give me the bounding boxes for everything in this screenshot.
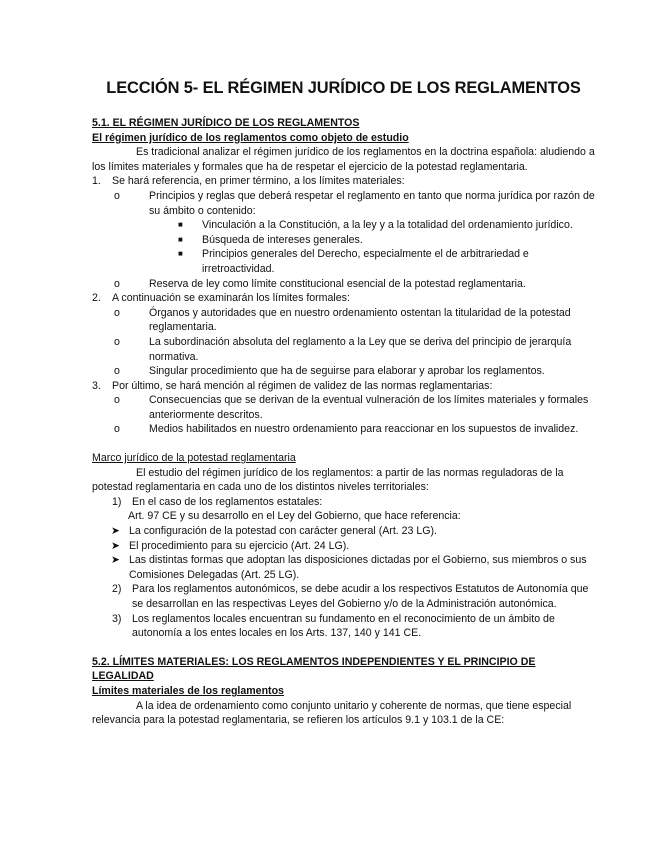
arrow-item-text: Las distintas formas que adoptan las disposiciones dictadas por el Gobierno, sus miembros o sus Comisiones Delegadas (Art. 25 LG). xyxy=(129,554,587,581)
bullet-text: Principios generales del Derecho, especialmente el de arbitrariedad e irretroactividad. xyxy=(202,248,529,275)
sub-item-text: Órganos y autoridades que en nuestro ordenamiento ostentan la titularidad de la potestad reglamentaria. xyxy=(149,306,571,334)
sub-item xyxy=(92,335,595,364)
arrow-bullet-icon: ➤ xyxy=(111,539,120,552)
section-heading-5-1: 5.1. EL RÉGIMEN JURÍDICO DE LOS REGLAMENTOS xyxy=(92,117,360,129)
limits-list xyxy=(92,174,595,437)
paragraph-intro-5-1: Es tradicional analizar el régimen jurídico de los reglamentos en la doctrina española: aludiendo a los límites materiales y formales que ha de respetar el ejercicio de la potestad reglamentaria. xyxy=(92,146,595,173)
subheading-marco-juridico: Marco jurídico de la potestad reglamentaria xyxy=(92,452,296,465)
list-item-1 xyxy=(92,174,595,189)
bullet-item xyxy=(92,233,595,248)
sub-item-text: Principios y reglas que deberá respetar el reglamento en tanto que norma jurídica por razón de su ámbito o contenido: xyxy=(149,189,595,217)
list-item-text: En el caso de los reglamentos estatales: xyxy=(132,495,323,508)
sub-item xyxy=(92,364,595,379)
list-item-text: A continuación se examinarán los límites formales: xyxy=(112,292,350,305)
list-item-text: Para los reglamentos autonómicos, se debe acudir a los respectivos Estatutos de Autonomía que se desarrollan en las respectivas Leyes del Gobierno y/o de la Administración autonómica. xyxy=(132,583,589,610)
arrow-item xyxy=(92,553,595,582)
circle-bullet-icon: o xyxy=(114,189,120,202)
arrow-bullet-icon: ➤ xyxy=(111,525,120,538)
sub-item-text: Medios habilitados en nuestro ordenamiento para reaccionar en los supuestos de invalidez. xyxy=(149,423,579,436)
marco-note: Art. 97 CE y su desarrollo en el Ley del Gobierno, que hace referencia: xyxy=(128,510,461,523)
bullet-text: Vinculación a la Constitución, a la ley y a la totalidad del ordenamiento jurídico. xyxy=(202,219,573,232)
list-number: 1) xyxy=(112,495,122,508)
sub-item xyxy=(92,422,595,437)
list-number: 1. xyxy=(92,175,101,188)
circle-bullet-icon: o xyxy=(114,365,120,378)
spacer xyxy=(92,641,595,655)
square-bullet-icon: ■ xyxy=(178,234,183,244)
list-item-text: Por último, se hará mención al régimen de validez de las normas reglamentarias: xyxy=(112,379,493,392)
circle-bullet-icon: o xyxy=(114,277,120,290)
sub-item-text: Reserva de ley como límite constitucional esencial de la potestad reglamentaria. xyxy=(149,277,526,290)
sub-item xyxy=(92,277,595,292)
circle-bullet-icon: o xyxy=(114,335,120,348)
paragraph-intro-marco: El estudio del régimen jurídico de los reglamentos: a partir de las normas reguladoras de la potestad reglamentaria en cada uno de los distintos niveles territoriales: xyxy=(92,466,564,494)
bullet-item xyxy=(92,218,595,233)
square-bullet-icon: ■ xyxy=(178,220,183,230)
list-item-text: Se hará referencia, en primer término, a los límites materiales: xyxy=(112,175,405,188)
sub-item xyxy=(92,393,595,422)
list-item-text: Los reglamentos locales encuentran su fundamento en el reconocimiento de un ámbito de autonomía a los entes locales en los Arts. 137, 140 y 141 CE. xyxy=(132,612,555,640)
list-number: 2) xyxy=(112,583,122,596)
marco-item-1 xyxy=(92,495,595,510)
circle-bullet-icon: o xyxy=(114,394,120,407)
arrow-item xyxy=(92,524,595,539)
list-number: 3) xyxy=(112,612,122,625)
sub-item-text: Consecuencias que se derivan de la eventual vulneración de los límites materiales y formales anteriormente descritos. xyxy=(149,394,589,421)
sub-item-text: La subordinación absoluta del reglamento a la Ley que se deriva del principio de jerarquía normativa. xyxy=(149,335,572,363)
marco-list xyxy=(92,495,595,641)
sub-item-text: Singular procedimiento que ha de seguirse para elaborar y aprobar los reglamentos. xyxy=(149,365,545,378)
list-item-2 xyxy=(92,291,595,306)
marco-item-2 xyxy=(92,582,595,611)
sub-item xyxy=(92,189,595,218)
circle-bullet-icon: o xyxy=(114,423,120,436)
arrow-item xyxy=(92,539,595,554)
spacer xyxy=(92,437,595,451)
list-number: 2. xyxy=(92,292,101,305)
circle-bullet-icon: o xyxy=(114,306,120,319)
subheading-objeto-estudio: El régimen jurídico de los reglamentos como objeto de estudio xyxy=(92,131,409,144)
paragraph-intro-5-2: A la idea de ordenamiento como conjunto unitario y coherente de normas, que tiene especial relevancia para la potestad reglamentaria, se refieren los artículos 9.1 y 103.1 de la CE: xyxy=(92,699,572,727)
arrow-item-text: El procedimiento para su ejercicio (Art. 24 LG). xyxy=(129,539,350,552)
arrow-bullet-icon: ➤ xyxy=(111,554,120,567)
sub-item xyxy=(92,306,595,335)
bullet-item xyxy=(92,247,595,276)
page-title: LECCIÓN 5- EL RÉGIMEN JURÍDICO DE LOS REGLAMENTOS xyxy=(106,79,581,97)
square-bullet-icon: ■ xyxy=(178,249,183,259)
subheading-limites-materiales: Límites materiales de los reglamentos xyxy=(92,684,284,697)
section-heading-5-2: 5.2. LÍMITES MATERIALES: LOS REGLAMENTOS INDEPENDIENTES Y EL PRINCIPIO DE LEGALIDAD xyxy=(92,655,536,683)
list-number: 3. xyxy=(92,379,101,392)
marco-item-3 xyxy=(92,612,595,641)
list-item-3 xyxy=(92,379,595,394)
arrow-item-text: La configuración de la potestad con carácter general (Art. 23 LG). xyxy=(129,525,437,538)
bullet-text: Búsqueda de intereses generales. xyxy=(202,233,363,246)
